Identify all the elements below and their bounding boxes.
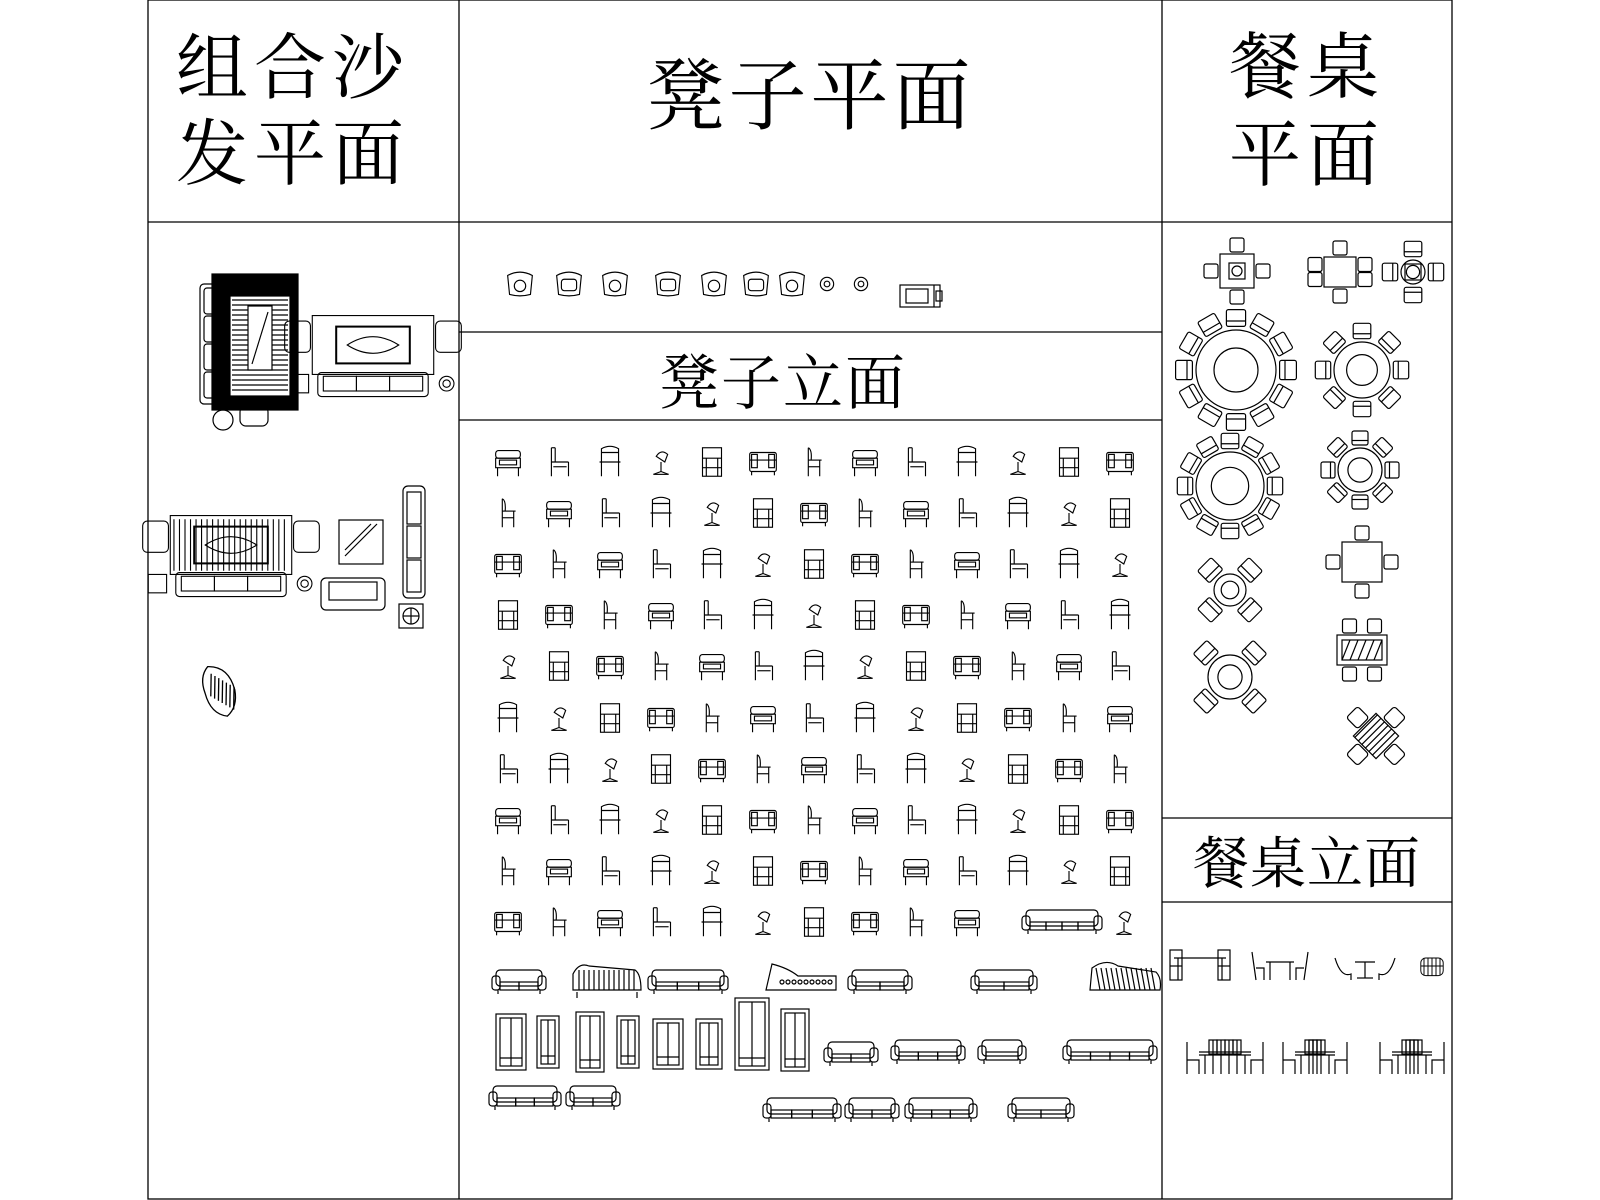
sofa-set-with-rug-icon (200, 274, 298, 430)
chair-elevation-icon (961, 601, 974, 630)
sofa-plan-title-line-1: 组合沙 (176, 26, 411, 110)
chair-elevation-icon (703, 806, 722, 835)
chair-elevation-icon (801, 862, 828, 885)
chair-elevation-icon (806, 704, 823, 733)
chair-elevation-icon (801, 504, 828, 527)
sofa-plan-title-line-2: 发平面 (176, 112, 411, 196)
chair-elevation-icon (908, 448, 925, 477)
round-table-8-icon (1315, 323, 1408, 416)
round-table-4-icon (1382, 241, 1443, 302)
chair-elevation-icon (906, 753, 927, 783)
chair-elevation-icon (604, 601, 617, 630)
long-table-elevation-icon (1187, 1040, 1263, 1074)
round-table-12-icon (1177, 433, 1282, 538)
chair-elevation-icon (806, 605, 821, 627)
chair-elevation-icon (1061, 601, 1078, 630)
chair-elevation-icon (1060, 806, 1079, 835)
chair-elevation-icon (958, 704, 977, 733)
chair-elevation-icon (498, 702, 519, 732)
chair-elevation-icon (1008, 497, 1029, 527)
chair-plan-icon (780, 272, 805, 296)
chair-elevation-icon (910, 550, 923, 579)
chair-elevation-icon (1060, 448, 1079, 477)
chair-elevation-icon (1108, 707, 1133, 733)
chair-elevation-icon (704, 601, 721, 630)
chair-elevation-icon (553, 908, 566, 937)
chair-elevation-icon (750, 453, 777, 476)
chair-elevation-icon (1012, 652, 1025, 681)
chair-elevation-icon (1010, 452, 1025, 474)
sofa-elevation-icon (489, 1086, 561, 1110)
chair-elevation-icon (955, 911, 980, 937)
sofa-elevation-icon (1022, 910, 1102, 934)
sofa-elevation-icon (845, 1098, 899, 1122)
stool-plan-title: 凳子平面 (646, 52, 975, 142)
chair-elevation-icon (755, 912, 770, 934)
chair-plan-icon (656, 272, 681, 296)
chair-elevation-icon (908, 708, 923, 730)
chair-elevation-icon (500, 656, 515, 678)
chair-elevation-icon (653, 810, 668, 832)
sofa-elevation-icon (905, 1098, 977, 1122)
sofa-elevation-icon (1063, 1040, 1157, 1064)
sofa-elevation-icon (891, 1040, 965, 1064)
chair-elevation-icon (1010, 550, 1027, 579)
sofa-elevation-icon (766, 964, 836, 990)
round-table-4-icon (1179, 539, 1282, 642)
chair-elevation-icon (649, 604, 674, 630)
chair-elevation-icon (852, 555, 879, 578)
chair-elevation-icon (651, 497, 672, 527)
chair-elevation-icon (598, 911, 623, 937)
chair-elevation-icon (1114, 755, 1127, 784)
chair-elevation-icon (751, 707, 776, 733)
stool-elevation-title: 凳子立面 (659, 349, 907, 419)
square-table-4-icon (1326, 526, 1398, 598)
chair-elevation-icon (754, 499, 773, 528)
chair-elevation-icon (1112, 554, 1127, 576)
chair-elevation-icon (549, 753, 570, 783)
chair-elevation-icon (502, 857, 515, 886)
dining-table-plan-title-line-1: 餐桌 (1228, 25, 1385, 109)
office-chair-plan-icon (900, 285, 942, 307)
dining-set-elevation-icon (1252, 952, 1308, 980)
chair-plan-icon (603, 272, 628, 296)
chair-elevation-icon (1111, 857, 1130, 886)
sofa-elevation-icon (781, 1009, 809, 1071)
chair-elevation-icon (1116, 912, 1131, 934)
chair-elevation-icon (757, 755, 770, 784)
chair-elevation-icon (648, 709, 675, 732)
chair-elevation-icon (857, 656, 872, 678)
chair-elevation-icon (959, 759, 974, 781)
chair-plan-icon (702, 272, 727, 296)
sofa-elevation-icon (492, 970, 546, 994)
chair-elevation-icon (1111, 499, 1130, 528)
dining-table-elevation-title: 餐桌立面 (1193, 832, 1421, 897)
sofa-with-coffee-table-icon (321, 486, 425, 628)
chair-elevation-icon (502, 499, 515, 528)
sofa-elevation-icon (1090, 962, 1161, 990)
sofa-elevation-icon (648, 970, 728, 994)
sofa-elevation-icon (735, 998, 769, 1070)
dining-table-plan-title-line-2: 平面 (1228, 113, 1385, 197)
chair-elevation-icon (652, 755, 671, 784)
chair-elevation-icon (802, 758, 827, 784)
chair-elevation-icon (547, 502, 572, 528)
chair-elevation-icon (653, 550, 670, 579)
stool-plan-icon (854, 277, 867, 290)
chair-elevation-icon (601, 704, 620, 733)
chair-elevation-icon (550, 652, 569, 681)
round-table-4-icon (1170, 617, 1290, 737)
chair-elevation-icon (755, 652, 772, 681)
chair-elevation-icon (1057, 655, 1082, 681)
chair-elevation-icon (804, 650, 825, 680)
chair-elevation-icon (957, 446, 978, 476)
chair-elevation-icon (1008, 855, 1029, 885)
chair-elevation-icon (1005, 709, 1032, 732)
long-table-elevation-icon (1283, 1040, 1347, 1074)
chair-elevation-icon (903, 606, 930, 629)
chair-elevation-icon (959, 857, 976, 886)
chair-elevation-icon (706, 704, 719, 733)
chair-elevation-icon (805, 908, 824, 937)
chair-elevation-icon (1112, 652, 1129, 681)
chair-elevation-icon (855, 702, 876, 732)
chair-elevation-icon (496, 809, 521, 835)
chair-elevation-icon (1061, 503, 1076, 525)
chair-elevation-icon (1061, 861, 1076, 883)
chair-elevation-icon (597, 657, 624, 680)
round-table-12-icon (1176, 310, 1297, 431)
sofa-elevation-icon (763, 1098, 841, 1122)
chair-elevation-icon (700, 655, 725, 681)
chair-elevation-icon (1059, 548, 1080, 578)
chair-elevation-icon (1107, 453, 1134, 476)
sofa-elevation-icon (573, 965, 641, 998)
dining-set-elevation-icon (1170, 950, 1230, 980)
long-table-elevation-icon (1380, 1040, 1444, 1074)
sofa-elevation-icon (496, 1014, 526, 1070)
chair-elevation-icon (703, 448, 722, 477)
sofa-elevation-icon (824, 1042, 878, 1066)
sofa-plan-title (148, 0, 459, 222)
chair-elevation-icon (750, 811, 777, 834)
chair-elevation-icon (908, 806, 925, 835)
sofa-elevation-icon (696, 1019, 722, 1069)
diamond-table-4-icon (1328, 688, 1424, 784)
chair-elevation-icon (553, 550, 566, 579)
chair-elevation-icon (805, 550, 824, 579)
stool-plan-icon (820, 277, 833, 290)
chair-elevation-icon (702, 548, 723, 578)
chair-elevation-icon (857, 755, 874, 784)
chair-elevation-icon (1056, 760, 1083, 783)
sofa-elevation-icon (537, 1016, 559, 1068)
chair-elevation-icon (856, 601, 875, 630)
chair-elevation-icon (910, 908, 923, 937)
chair-elevation-icon (495, 555, 522, 578)
chair-elevation-icon (859, 857, 872, 886)
chair-elevation-icon (808, 806, 821, 835)
chair-elevation-icon (954, 657, 981, 680)
rect-table-4-icon (1308, 241, 1372, 303)
round-table-6-icon (1321, 431, 1399, 509)
chair-elevation-icon (496, 451, 521, 477)
chair-elevation-icon (551, 806, 568, 835)
chair-elevation-icon (1009, 755, 1028, 784)
chair-elevation-icon (1006, 604, 1031, 630)
chair-elevation-icon (602, 759, 617, 781)
chair-elevation-icon (1010, 810, 1025, 832)
chair-elevation-icon (551, 708, 566, 730)
chair-elevation-icon (704, 861, 719, 883)
chair-plan-icon (508, 272, 533, 296)
sofa-set-with-rug-icon (143, 516, 320, 597)
chair-elevation-icon (755, 554, 770, 576)
sofa-elevation-icon (848, 970, 912, 994)
chair-elevation-icon (600, 446, 621, 476)
chair-elevation-icon (853, 451, 878, 477)
chair-elevation-icon (699, 760, 726, 783)
sofa-elevation-icon (566, 1086, 620, 1110)
chair-plan-icon (744, 272, 769, 296)
chair-elevation-icon (959, 499, 976, 528)
sofa-elevation-icon (978, 1040, 1026, 1064)
dining-set-elevation-icon (1335, 958, 1395, 980)
chair-elevation-icon (808, 448, 821, 477)
chair-elevation-icon (551, 448, 568, 477)
chair-elevation-icon (955, 553, 980, 579)
chair-elevation-icon (655, 652, 668, 681)
square-table-4-icon (1204, 238, 1270, 304)
chair-elevation-icon (904, 860, 929, 886)
dining-table-plan-title (1162, 0, 1452, 222)
chair-elevation-icon (704, 503, 719, 525)
chair-elevation-icon (653, 908, 670, 937)
sofa-elevation-icon (653, 1019, 683, 1069)
chair-elevation-icon (602, 499, 619, 528)
chair-elevation-icon (602, 857, 619, 886)
sofa-elevation-icon (617, 1016, 639, 1068)
dining-set-elevation-icon (1421, 958, 1443, 976)
chair-elevation-icon (651, 855, 672, 885)
chair-elevation-icon (904, 502, 929, 528)
rect-table-6-icon (1337, 619, 1387, 681)
chair-elevation-icon (859, 499, 872, 528)
chair-elevation-icon (702, 906, 723, 936)
lounge-chair-icon (190, 663, 248, 719)
chair-elevation-icon (547, 860, 572, 886)
chair-elevation-icon (957, 804, 978, 834)
sofa-elevation-icon (971, 970, 1037, 994)
chair-elevation-icon (852, 913, 879, 936)
chair-elevation-icon (600, 804, 621, 834)
chair-elevation-icon (598, 553, 623, 579)
sofa-elevation-icon (1008, 1098, 1074, 1122)
chair-elevation-icon (1107, 811, 1134, 834)
chair-plan-icon (557, 272, 582, 296)
chair-elevation-icon (495, 913, 522, 936)
chair-elevation-icon (754, 857, 773, 886)
sofa-elevation-icon (576, 1012, 604, 1072)
chair-elevation-icon (546, 606, 573, 629)
chair-elevation-icon (1110, 599, 1131, 629)
chair-elevation-icon (500, 755, 517, 784)
chair-elevation-icon (753, 599, 774, 629)
sofa-set-with-rug-icon (285, 316, 462, 397)
chair-elevation-icon (499, 601, 518, 630)
chair-elevation-icon (653, 452, 668, 474)
chair-elevation-icon (907, 652, 926, 681)
chair-elevation-icon (1063, 704, 1076, 733)
chair-elevation-icon (853, 809, 878, 835)
